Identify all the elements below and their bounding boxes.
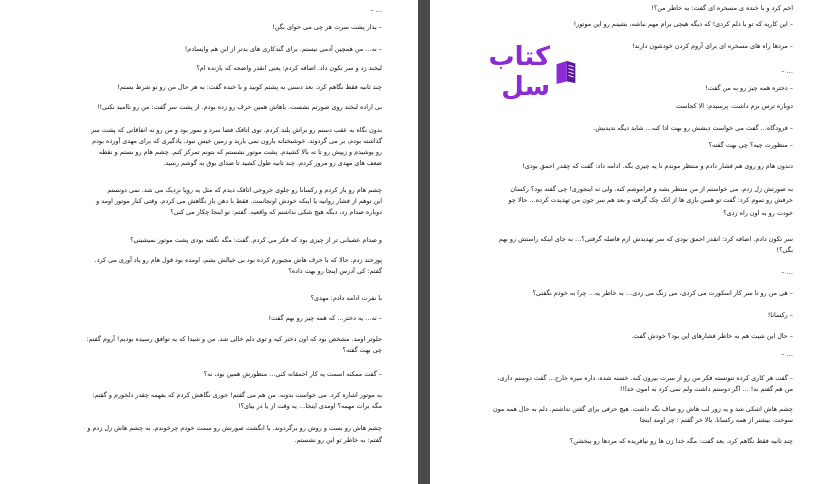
text-line: – منظورت چیه؟ چی بهت گفته؟ [708, 141, 793, 149]
text-line: بگی؟! [776, 246, 793, 254]
text-line: – هی من رو تا سر کار اسکورت می کردی، می زنگ می زدی… به خاطر یه… چرا به خودم نگفتی؟ [532, 289, 793, 297]
text-line: گذاشته بودم، بر می گردوند. خوشبختانه بارون نمی بارید و زمین خیس نبود. یادگیری که برای مهدی آورده بودم [92, 137, 382, 145]
text-line: دوباره ترس برم داشت. پرسیدم: الا کجاست [675, 102, 793, 110]
text-line: – … [781, 350, 793, 358]
text-line: – … [781, 268, 793, 276]
text-line: به صورتش زل زدم. می خواستم از من منتظر بشه و فراموشم کنه. ولی نه اینجوری! چی گفته بود؟ رکسان [510, 185, 793, 193]
text-line: بی اراده لبخند روی صورتم نشست. باهاش همین حرف رو زده بودم. از پشت سر گفت: من رو ناامید نکنی!! [96, 103, 382, 111]
text-line: – نه… یه دختر… که همه چیز رو بهم گفت! [268, 314, 382, 322]
text-line: – مردها راه های مسخره ای برای آروم کردن خودشون دارند! [632, 42, 793, 50]
text-line: و صدام عصبانی تر از چیزی بود که فکر می کردم. گفت: مگه نگفته بودی پشت موتور نمیشینی؟ [130, 236, 382, 244]
text-line: گفتم: کی آدرس اینجا رو بهت داده؟ [288, 267, 382, 275]
ketabsal-logo [448, 42, 578, 102]
text-line: – نه… من همچین آدمی نیستم. برای گندکاری های بدتر از این هم وایسادم! [184, 45, 382, 53]
text-line: چشم هاش رو بست و روش رو برگردوند. با انگشت صورتش رو سمت خودم چرخوندم. به چشم هاش زل زدم و [87, 424, 382, 432]
text-line: – رکسانا! [767, 311, 793, 319]
page-divider [418, 0, 430, 484]
text-line: این توهم از فشار روانیه یا اینکه خودش اونجاست. فقط با دهن باز نگاهش می کردم. وقتی کنار موتور اومد و [96, 197, 382, 205]
text-line: پوزخند زدم. حالا که با حرف هاش مجبورم کرده بود بی خیالش بشم، اومده بود قول هام رو یاد آوری می کرد. [94, 256, 382, 264]
text-line: جلوتر اومد. مشخص بود که اون دختر کیه و توی دلم خالی شد. من و شیدا که یه توافق رسیده بودیم! آروم گفتم: [86, 335, 382, 343]
text-line: – این کاریه که تو با دلم کردی! که دیگه هیچی برام مهم نباشه، بشینم رو این موتور! [573, 20, 793, 28]
text-line: حرفش رو تموم کرد: گفت تو همین بازی ها از اتک چک گرفته و بعد هم سر جون من تهدیدت کرده… حالا چو [508, 196, 793, 204]
text-line: – گفت ممکنه اسمت یه کار احمقانه کنی… منظورش همین بود، نه؟ [203, 370, 382, 378]
text-line: رو پوشیدم و زیپش رو تا ته بالا کشیدم. پشت موتور نشستم که بتونم تمرکز کنم. چشم هام رو بستم و نقطه [98, 148, 382, 156]
text-line: چی بهت گفته؟ [342, 346, 382, 354]
text-line: چند ثانیه فقط نگاهم کرد. بعد گفت: مگه خدا زن ها رو نیافریده که مردها رو ببخشن؟ [569, 437, 793, 445]
text-line: گفتم: به خاطر تو این رو نشستم. [294, 436, 382, 444]
text-line: دوباره صدام زد، دیگه هیچ شکی نداشتم که واقعیه. گفتم: تو اینجا چکار می کنی؟ [170, 208, 382, 216]
logo-text: کتاب سل [488, 42, 551, 102]
text-line: سر تکون دادم. اضافه کرد: انقدر احمق بودی که سر تهدیدش ازم فاصله گرفتی؟… به جای اینکه راستش رو بهم [498, 235, 793, 243]
text-line: دندون هام رو روی هم فشار دادم و منتظر موندم تا یه چیزی بگه. ادامه داد: گفت که چقدر احمق بودی! [522, 162, 793, 170]
text-line: به موتور اشاره کرد. می خواست بدونه. من هم می گفتم! جوری نگاهش کردم که بفهمه چقدر دلخورم و گفتم: [92, 391, 382, 399]
text-line: – حال این شیت هم به خاطر فشارهای این بود؟ خودش گفت. [631, 332, 793, 340]
text-line: چند ثانیه فقط نگاهم کرد. بعد دستی به پشتم کوبید و با خنده گفت: به هر حال من رو تو شرط بستم! [117, 83, 382, 91]
text-line: – بذار پشت سرت هر چی می خوای بگن! [272, 23, 382, 31]
text-line: – … [370, 6, 382, 14]
text-line: لبخند زد و سر تکون داد. اضافه کردم: یعنی انقدر واضحه که بازنده ام؟ [196, 64, 382, 72]
book-icon [554, 57, 578, 87]
text-line: خودت رو به اون راه زدی؟ [723, 209, 793, 217]
text-line: بدون نگاه به عقب دستم رو براش بلند کردم. توی اتاقک فضا سرد و نمور بود و من رو به اتفاقاتی که پشت سر [91, 126, 382, 134]
text-line: چشم هام رو باز کردم و رکسانا رو جلوی خروجی اتاقک دیدم که مثل یه رویا نزدیک می شد. نمی دونستم [107, 186, 382, 194]
text-line: اخم کرد و با خنده ی مسخره ای گفت: به خاطر من؟! [651, 4, 793, 12]
text-line: ضعف های مهدی رو مرور کردم. چند ثانیه طول کشید تا صدای بوق به گوشم رسید. [163, 159, 382, 167]
text-line: با نفرت ادامه دادم: مهدی؟ [310, 294, 382, 302]
text-line: مگه برات مهمه؟ اومدی اینجا… یه وقت از یا در بیای؟! [237, 402, 382, 410]
text-line: – فرودگاه… گفت می خواست دیشش رو بهت ادا کنه… شاید دیگه ندیدیش. [593, 124, 793, 132]
text-line: – … [781, 67, 793, 75]
text-line: – دختره همه چیز رو به من گفت! [705, 84, 793, 92]
text-line: من هم گفتم نه! … اگر دوستم داشت ولم نمی کرد به امون خدا!! [619, 385, 793, 393]
text-line: چشم هاش اشکی شد و یه زور لب هاش رو صاف نگه داشت. هیچ حرفی برای گفتن نداشتم. دلم به حال همه مون [492, 405, 793, 413]
text-line: سوخت. بیشتر از همه رکسانا. بالا خر گفتم : چر اومد اینجا [639, 416, 793, 424]
text-line: – گفت هر کاری کرده نتونسته فکر من رو از سرت بیرون کنه. خسته شده، داره میره خارج… گفت دوستم داری، [497, 374, 793, 382]
